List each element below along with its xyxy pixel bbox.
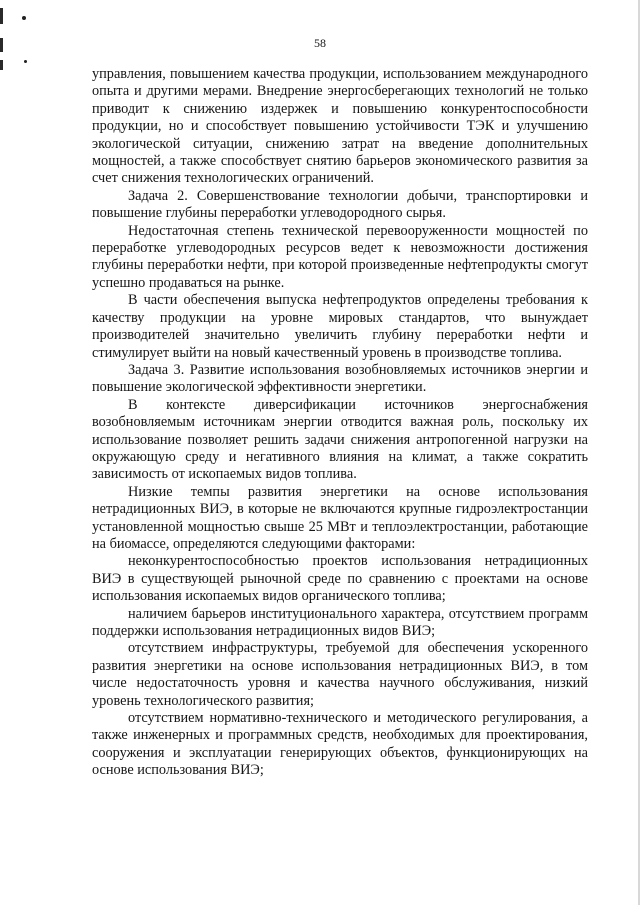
body-text bbox=[92, 66, 588, 780]
paragraph: наличием барьеров институционального характера, отсутствием программ поддержки использования нетрадиционных видов ВИЭ; bbox=[92, 605, 588, 639]
paragraph: Задача 2. Совершенствование технологии добычи, транспортировки и повышение глубины переработки углеводородного сырья. bbox=[92, 187, 588, 222]
paragraph: управления, повышением качества продукции, использованием международного опыта и другими мерами. Внедрение энергосберегающих технологий не только приводит к снижению издержек и повышению конкурентоспособности продукции, но и способствует повышению устойчивости ТЭК и улучшению экологической ситуации, снижению затрат на введение дополнительных мощностей, а также способствует снятию барьеров экономического развития за счет снижения технологических ограничений. bbox=[92, 66, 588, 187]
paragraph: В части обеспечения выпуска нефтепродуктов определены требования к качеству продукции на уровне мировых стандартов, что вынуждает производителей значительно увеличить глубину переработки нефти и стимулирует выйти на новый качественный уровень в производстве топлива. bbox=[92, 292, 588, 361]
page-number: 58 bbox=[314, 36, 326, 50]
paragraph: Низкие темпы развития энергетики на основе использования нетрадиционных ВИЭ, в которые не включаются крупные гидроэлектростанции установленной мощностью свыше 25 МВт и теплоэлектростанции, работающие на биомассе, определяются следующими факторами: bbox=[92, 483, 588, 552]
paragraph: В контексте диверсификации источников энергоснабжения возобновляемым источникам энергии отводится важная роль, поскольку их использование позволяет решить задачи снижения антропогенной нагрузки на окружающую среду и негативного влияния на климат, а также сократить зависимость от ископаемых видов топлива. bbox=[92, 396, 588, 483]
paragraph: отсутствием нормативно-технического и методического регулирования, а также инженерных и программных средств, необходимых для проектирования, сооружения и эксплуатации генерирующих объектов, функционирующих на основе использования ВИЭ; bbox=[92, 710, 588, 779]
paragraph: отсутствием инфраструктуры, требуемой для обеспечения ускоренного развития энергетики на основе использования нетрадиционных ВИЭ, в том числе недостаточность уровня и качества научного обслуживания, низкий уровень технологического развития; bbox=[92, 640, 588, 709]
scan-margin-mark bbox=[0, 8, 3, 24]
paragraph: неконкурентоспособностью проектов использования нетрадиционных ВИЭ в существующей рыночной среде по сравнению с проектами на основе использования ископаемых видов органического топлива; bbox=[92, 553, 588, 605]
scan-speck bbox=[22, 16, 26, 20]
paragraph: Задача 3. Развитие использования возобновляемых источников энергии и повышение экологической эффективности энергетики. bbox=[92, 361, 588, 396]
scan-margin-mark bbox=[0, 60, 3, 70]
scan-speck bbox=[24, 60, 27, 63]
paragraph: Недостаточная степень технической перевооруженности мощностей по переработке углеводородных ресурсов ведет к невозможности достижения глубины переработки нефти, при которой произведенные нефтепродукты смогут успешно продаваться на рынке. bbox=[92, 222, 588, 291]
